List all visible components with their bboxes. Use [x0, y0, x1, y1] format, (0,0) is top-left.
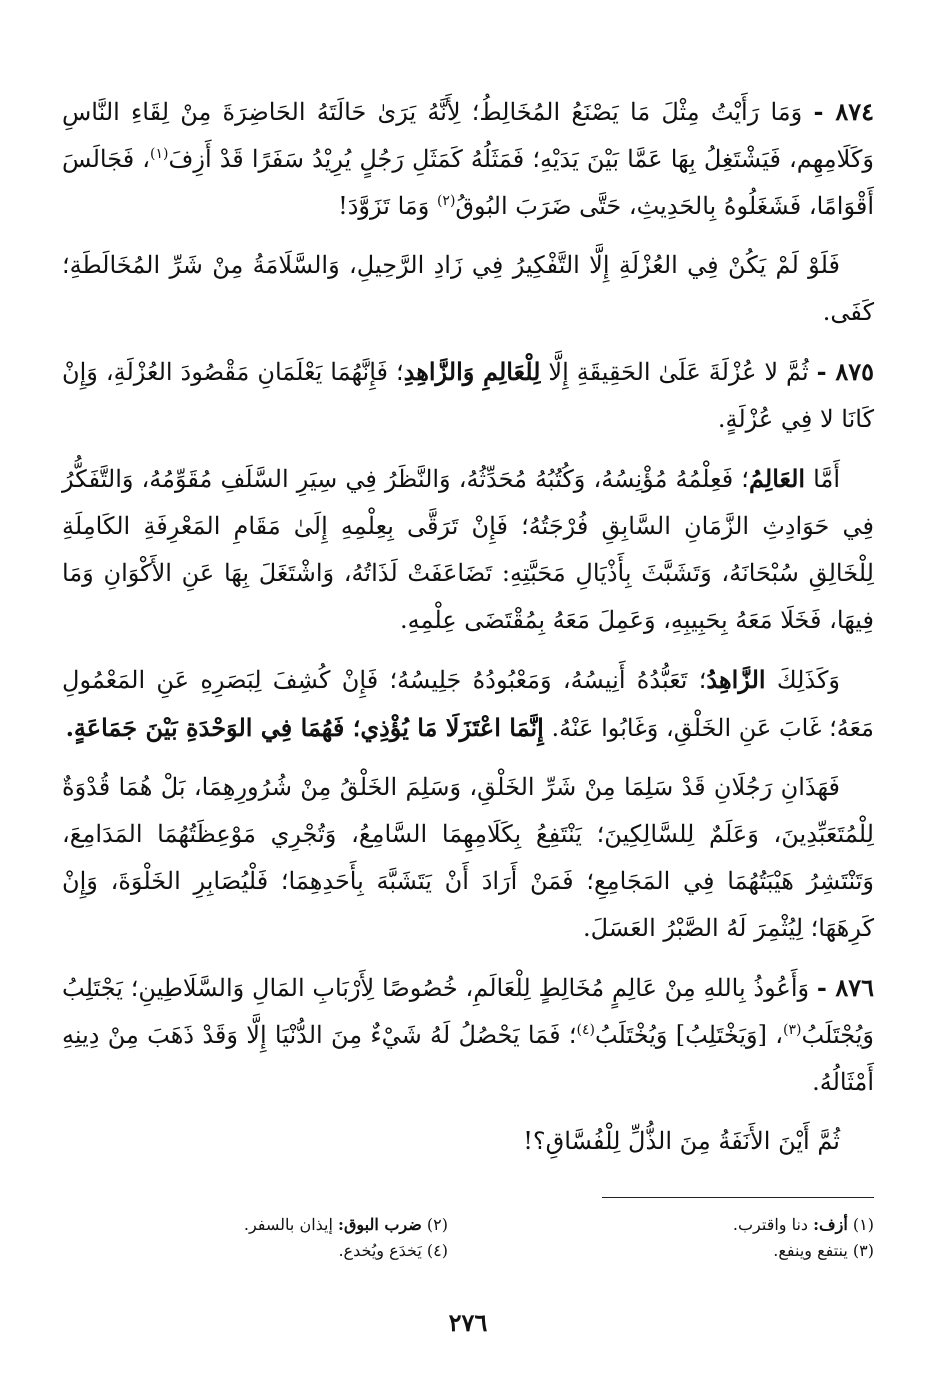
- footnote-ref: (٣): [783, 1022, 802, 1038]
- text-run: وَمَا رَأَيْتُ مِثْلَ مَا يَصْنَعُ المُخَالِطُ؛ لِأَنَّهُ يَرَىٰ حَالَتَهُ الحَاضِرَةَ مِنْ لِقَاءِ النَّاسِ وَكَلَامِهِم، فَيَشْتَغِلُ بِهَا عَمَّا بَيْنَ يَدَيْهِ؛ فَمَثَلُهُ كَمَثَلِ رَجُلٍ يُرِيْدُ سَفَرًا قَدْ أَزِفَ: [62, 98, 875, 173]
- paragraph-875-ascetic: [62, 656, 874, 752]
- footnote-2-text: إيذان بالسفر.: [243, 1215, 339, 1234]
- footnote-2: [62, 1212, 448, 1238]
- footnote-ref: (٤): [576, 1022, 595, 1038]
- paragraph-876-closing: [62, 1118, 874, 1165]
- footnotes: [62, 1212, 874, 1264]
- footnote-3: [488, 1238, 874, 1264]
- text-run: أَمَّا: [805, 465, 840, 493]
- paragraph-number: ٨٧٤ -: [813, 97, 874, 126]
- text-run: وَمَا تَزَوَّدَ!: [338, 192, 437, 220]
- footnote-4-number: (٤): [426, 1241, 448, 1260]
- paragraph-875-scholar: [62, 455, 874, 644]
- text-run: ، [وَيَخْتَلِبُ] وَيُخْتَلَبُ: [594, 1021, 784, 1049]
- text-run: ثُمَّ أَيْنَ الأَنَفَةُ مِنَ الذُّلِّ لِلْفُسَّاقِ؟!: [523, 1127, 840, 1155]
- emphasis-text: إِنَّمَا اعْتَزَلَا مَا يُؤْذِي؛ فَهُمَا فِي الوَحْدَةِ بَيْنَ جَمَاعَةٍ.: [65, 713, 544, 742]
- paragraph-876: [62, 964, 874, 1106]
- footnote-2-number: (٢): [426, 1215, 448, 1234]
- text-run: ، فَجَالَسَ أَقْوَامًا، فَشَغَلُوهُ بِالحَدِيثِ، حَتَّى ضَرَبَ البُوقُ: [62, 145, 874, 220]
- footnote-1-number: (١): [852, 1215, 874, 1234]
- text-run: وَأَعُوذُ بِاللهِ مِنْ عَالِمٍ مُخَالِطٍ لِلْعَالَمِ، خُصُوصًا لِأَرْبَابِ المَالِ وَالسَّلَاطِينِ؛ يَجْتَلِبُ وَيُجْتَلَبُ: [62, 974, 874, 1049]
- text-run: ؛ تَعَبُّدُهُ أَنِيسُهُ، وَمَعْبُودُهُ جَلِيسُهُ؛ فَإِنْ كُشِفَ لِبَصَرِهِ عَنِ المَعْمُولِ مَعَهُ؛ غَابَ عَنِ الخَلْقِ، وَغَابُوا عَنْهُ.: [62, 666, 874, 742]
- footnote-ref: (١): [150, 146, 169, 162]
- footnote-separator: [602, 1197, 874, 1198]
- emphasis-text: العَالِمُ: [748, 464, 806, 493]
- footnote-4: [62, 1238, 448, 1264]
- footnote-1-text: دنا واقترب.: [732, 1215, 814, 1234]
- text-run: ؛ فَإِنَّهُمَا يَعْلَمَانِ مَقْصُودَ العُزْلَةِ، وَإِنْ كَانَا لا فِي عُزْلَةٍ.: [62, 358, 874, 433]
- emphasis-text: الزَّاهِدُ: [706, 665, 766, 694]
- paragraph-874: [62, 88, 874, 230]
- paragraph-number: ٨٧٦ -: [816, 973, 874, 1002]
- paragraph-875: [62, 348, 874, 443]
- text-run: ثُمَّ لا عُزْلَةَ عَلَىٰ الحَقِيقَةِ إِلَّا: [540, 358, 817, 386]
- footnote-1-term: أزف:: [813, 1215, 848, 1234]
- text-run: وَكَذَلِكَ: [765, 666, 841, 694]
- footnote-1: [488, 1212, 874, 1238]
- footnote-4-text: يَخدَع ويُخدع.: [338, 1241, 422, 1260]
- emphasis-text: لِلْعَالِمِ وَالزَّاهِدِ: [403, 357, 541, 386]
- paragraph-number: ٨٧٥ -: [816, 357, 874, 386]
- main-text: [62, 88, 874, 1177]
- footnote-3-text: ينتفع وينفع.: [773, 1241, 848, 1260]
- footnote-ref: (٢): [436, 193, 456, 209]
- text-run: ؛ فَمَا يَحْصُلُ لَهُ شَيْءٌ مِنَ الدُّنْيَا إِلَّا وَقَدْ ذَهَبَ مِنْ دِينِهِ أَمْثَالُهُ.: [62, 1021, 874, 1096]
- paragraph-874-cont: [62, 242, 874, 336]
- paragraph-875-conclusion: [62, 764, 874, 952]
- text-run: فَلَوْ لَمْ يَكُنْ فِي العُزْلَةِ إِلَّا التَّفْكِيرُ فِي زَادِ الرَّحِيلِ، وَالسَّلَامَةُ مِنْ شَرِّ المُخَالَطَةِ؛ كَفَى.: [62, 251, 874, 326]
- footnote-3-number: (٣): [852, 1241, 874, 1260]
- page-number: ٢٧٦: [448, 1308, 488, 1337]
- text-run: ؛ فَعِلْمُهُ مُؤْنِسُهُ، وَكُتُبُهُ مُحَدِّثُهُ، وَالنَّظَرُ فِي سِيَرِ السَّلَفِ مُقَوِّمُهُ، وَالتَّفَكُّرُ فِي حَوَادِثِ الزَّمَانِ السَّابِقِ فُرْجَتُهُ؛ فَإِنْ تَرَقَّى بِعِلْمِهِ إِلَىٰ مَقَامِ المَعْرِفَةِ الكَامِلَةِ لِلْخَالِقِ سُبْحَانَهُ، وَتَشَبَّثَ بِأَذْيَالِ مَحَبَّتِهِ: تَضَاعَفَتْ لَذَاتُهُ، وَاشْتَغَلَ بِهَا عَنِ الأَكْوَانِ وَمَا فِيهَا، فَخَلَا مَعَهُ بِحَبِيبِهِ، وَعَمِلَ مَعَهُ بِمُقْتَضَى عِلْمِهِ.: [62, 465, 874, 634]
- footnote-2-term: ضرب البوق:: [338, 1215, 422, 1234]
- text-run: فَهَذَانِ رَجُلَانِ قَدْ سَلِمَا مِنْ شَرِّ الخَلْقِ، وَسَلِمَ الخَلْقُ مِنْ شُرُورِهِمَا، بَلْ هُمَا قُدْوَةٌ لِلْمُتَعَبِّدِينَ، وَعَلَمٌ لِلسَّالِكِينَ؛ يَنْتَفِعُ بِكَلَامِهِمَا السَّامِعُ، وَتُجْرِي مَوْعِظَتُهُمَا المَدَامِعَ، وَتَنْتَشِرُ هَيْبَتُهُمَا فِي المَجَامِعِ؛ فَمَنْ أَرَادَ أَنْ يَتَشَبَّهَ بِأَحَدِهِمَا؛ فَلْيُصَابِرِ الخَلْوَةَ، وَإِنْ كَرِهَهَا؛ لِيُثْمِرَ لَهُ الصَّبْرُ العَسَلَ.: [62, 773, 874, 942]
